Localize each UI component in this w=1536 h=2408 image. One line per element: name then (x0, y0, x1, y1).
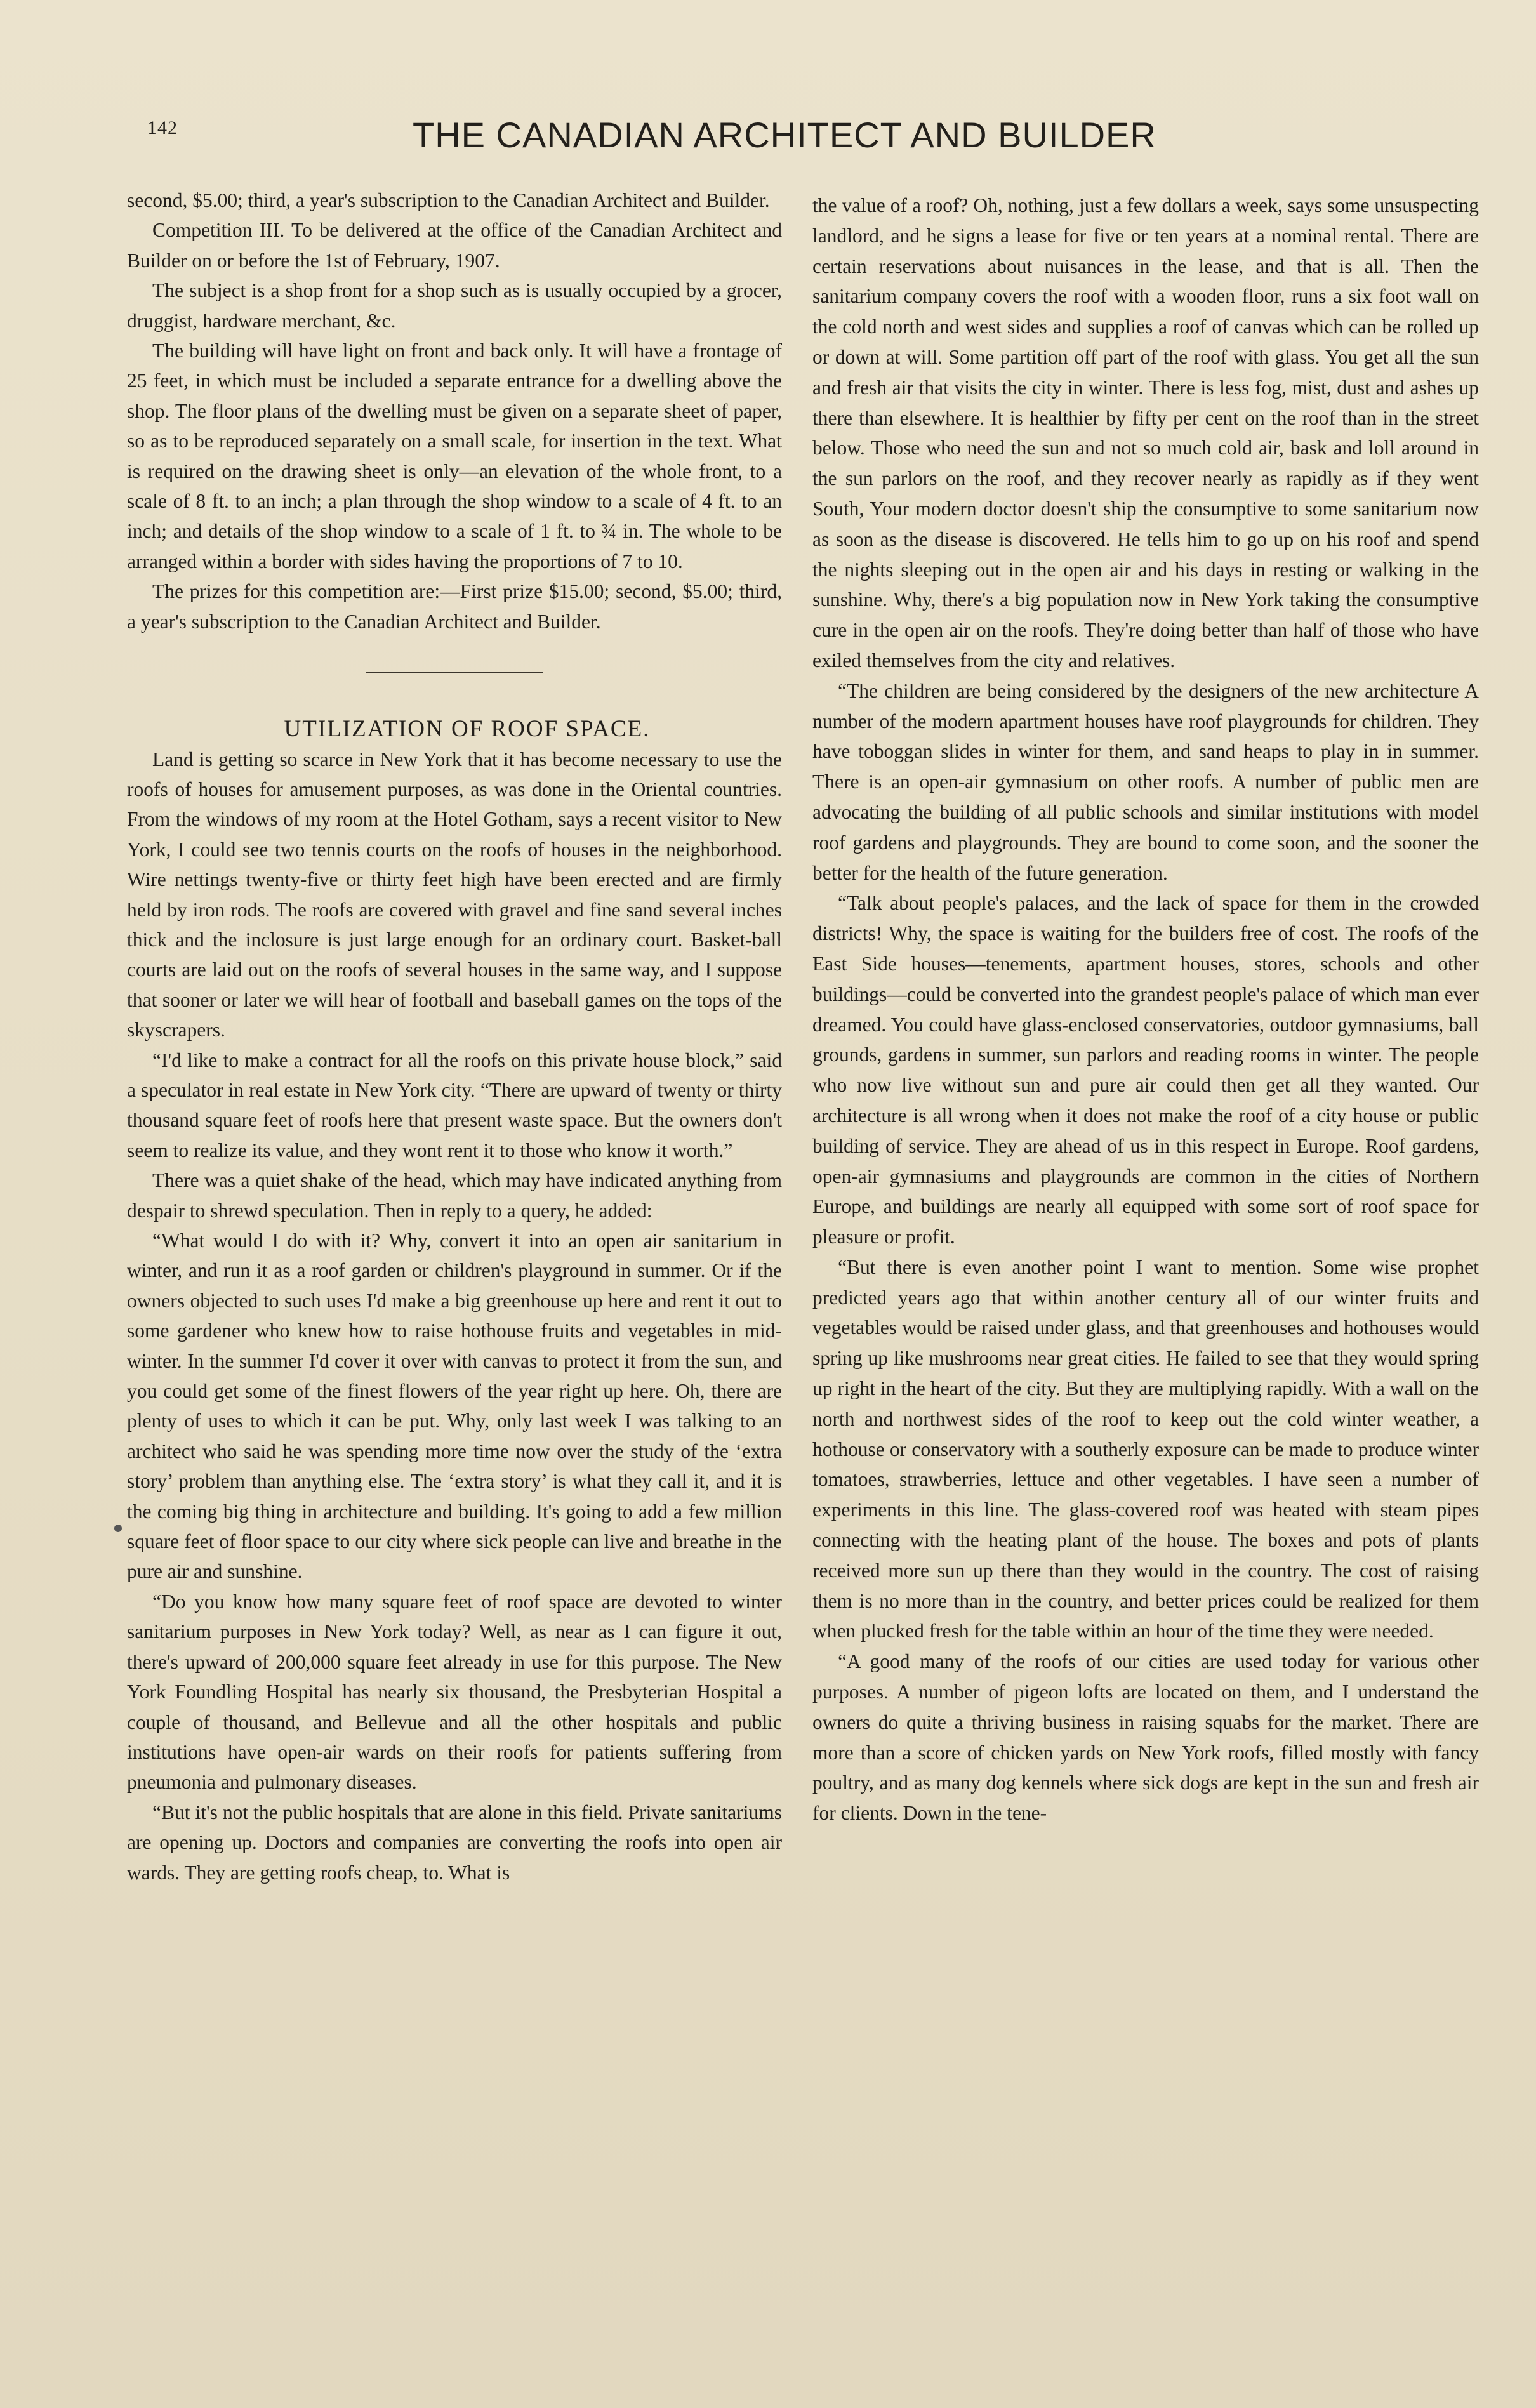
margin-mark (114, 1525, 122, 1532)
article-paragraph: the value of a roof? Oh, nothing, just a few dollars a week, says some unsuspecting landlord, and he signs a lease for five or ten years at a nominal rental. There are certain reservations about nuisances in the lease, and that is all. Then the sanitarium company covers the roof with a wooden floor, runs a six foot wall on the cold north and west sides and supplies a roof of canvas which can be rolled up or down at will. Some partition off part of the roof with glass. You get all the sun and fresh air that visits the city in winter. There is less fog, mist, dust and ashes up there than elsewhere. It is healthier by fifty per cent on the roof than in the street below. Those who need the sun and not so much cold air, bask and loll around in the sun parlors on the roof, and they recover nearly as rapidly as if they went South, Your modern doctor doesn't ship the consumptive to some sanitarium now as soon as the disease is discovered. He tells him to go up on his roof and spend the nights sleeping out in the open air and his days in resting or walking in the sunshine. Why, there's a big population now in New York taking the consumptive cure in the open air on the roofs. They're doing better than half of those who have exiled themselves from the city and relatives. (812, 194, 1479, 671)
right-column (812, 190, 1479, 1829)
page-number: 142 (147, 117, 178, 138)
article-paragraph: “But it's not the public hospitals that are alone in this field. Private sanitariums are opening up. Doctors and companies are converting the roofs into open air wards. They are getting roofs cheap, to. What is (127, 1801, 782, 1884)
article-paragraph: “But there is even another point I want to mention. Some wise prophet predicted years ago that within another century all of our winter fruits and vegetables would be raised under glass, and that greenhouses and hothouses would spring up like mushrooms near great cities. He failed to see that they would spring up right in the heart of the city. But they are multiplying rapidly. With a wall on the north and northwest sides of the roof to keep out the cold winter weather, a hothouse or conservatory with a southerly exposure can be made to produce winter tomatoes, strawberries, lettuce and other vegetables. I have seen a number of experiments in this line. The glass-covered roof was heated with steam pipes connecting with the heating plant of the house. The boxes and pots of plants received more sun up there than they would in the country. The cost of raising them is no more than in the country, and better prices could be realized for them when plucked fresh for the table within an hour of the time they were needed. (812, 1255, 1479, 1643)
running-head: THE CANADIAN ARCHITECT AND BUILDER (413, 115, 1156, 155)
article-title: UTILIZATION OF ROOF SPACE. (284, 716, 651, 743)
competition-prize-tail: second, $5.00; third, a year's subscription to the Canadian Architect and Builder. (127, 189, 770, 211)
article-paragraph: “I'd like to make a contract for all the roofs on this private house block,” said a speculator in real estate in New York city. “There are upward of twenty or thirty thousand square feet of roofs here that present waste space. But the owners don't seem to realize its value, and they wont rent it to those who know it worth.” (127, 1049, 782, 1161)
left-column (127, 185, 782, 1888)
article-paragraph: “A good many of the roofs of our cities are used today for various other purposes. A number of pigeon lofts are located on them, and I understand the owners do quite a thriving business in raising squabs for the market. There are more than a score of chicken yards on New York roofs, filled mostly with fancy poultry, and as many dog kennels where sick dogs are kept in the sun and fresh air for clients. Down in the tene- (812, 1650, 1479, 1825)
section-divider (366, 672, 543, 673)
article-paragraph: “Talk about people's palaces, and the lack of space for them in the crowded districts! Why, the space is waiting for the builders free of cost. The roofs of the East Side houses—tenements, apartment houses, stores, schools and other buildings—could be converted into the grandest people's palace of which man ever dreamed. You could have glass-enclosed conservatories, outdoor gymnasiums, ball grounds, gardens in summer, sun parlors and reading rooms in winter. The people who now live without sun and pure air could then get all they wanted. Our architecture is all wrong when it does not make the roof of a city house or public building of service. They are ahead of us in this respect in Europe. Roof gardens, open-air gymnasiums and playgrounds are common in the cities of Northern Europe, and buildings are nearly all equipped with some sort of roof space for pleasure or profit. (812, 892, 1479, 1248)
article-paragraph: Land is getting so scarce in New York that it has become necessary to use the roofs of houses for amusement purposes, as was done in the Oriental countries. From the windows of my room at the Hotel Gotham, says a recent visitor to New York, I could see two tennis courts on the roofs of houses in the neighborhood. Wire nettings twenty-five or thirty feet high have been erected and are firmly held by iron rods. The roofs are covered with gravel and fine sand several inches thick and the inclosure is just large enough for an ordinary court. Basket-ball courts are laid out on the roofs of several houses in the same way, and I suppose that sooner or later we will hear of football and baseball games on the tops of the skyscrapers. (127, 748, 782, 1042)
competition-subject: The subject is a shop front for a shop such as is usually occupied by a grocer, druggist, hardware merchant, &c. (127, 279, 782, 332)
article-paragraph: “Do you know how many square feet of roof space are devoted to winter sanitarium purposes in New York today? Well, as near as I can figure it out, there's upward of 200,000 square feet already in use for this purpose. The New York Foundling Hospital has nearly six thousand, the Presbyterian Hospital a couple of thousand, and Bellevue and all the other hospitals and public institutions have open-air wards on their roofs for patients suffering from pneumonia and pulmonary diseases. (127, 1590, 782, 1794)
competition-iii-intro: Competition III. To be delivered at the office of the Canadian Architect and Builder on or before the 1st of February, 1907. (127, 219, 782, 272)
article-paragraph: “What would I do with it? Why, convert it into an open air sanitarium in winter, and run it as a roof garden or children's playground in summer. Or if the owners objected to such uses I'd make a big greenhouse up here and rent it out to some gardener who knew how to raise hothouse fruits and vegetables in mid-winter. In the summer I'd cover it over with canvas to protect it from the sun, and you could get some of the finest flowers of the year right up here. Oh, there are plenty of uses to which it can be put. Why, only last week I was talking to an architect who said he was spending more time now over the study of the ‘extra story’ problem than anything else. The ‘extra story’ is what they call it, and it is the coming big thing in architecture and building. It's going to add a few million square feet of floor space to our city where sick people can live and breathe in the pure air and sunshine. (127, 1229, 782, 1583)
competition-prizes: The prizes for this competition are:—First prize $15.00; second, $5.00; third, a year's subscription to the Canadian Architect and Builder. (127, 580, 782, 633)
competition-building-requirements: The building will have light on front and back only. It will have a frontage of 25 feet, in which must be included a separate entrance for a dwelling above the shop. The floor plans of the dwelling must be given on a separate sheet of paper, so as to be reproduced separately on a small scale, for insertion in the text. What is required on the drawing sheet is only—an elevation of the whole front, to a scale of 8 ft. to an inch; a plan through the shop window to a scale of 4 ft. to an inch; and details of the shop window to a scale of 1 ft. to ¾ in. The whole to be arranged within a border with sides having the proportions of 7 to 10. (127, 340, 782, 572)
article-paragraph: “The children are being considered by the designers of the new architecture A number of the modern apartment houses have roof playgrounds for children. They have toboggan slides in winter for them, and sand heaps to play in in summer. There is an open-air gymnasium on other roofs. A number of public men are advocating the building of all public schools and similar institutions with model roof gardens and playgrounds. They are bound to come soon, and the sooner the better for the health of the future generation. (812, 679, 1479, 884)
article-paragraph: There was a quiet shake of the head, which may have indicated anything from despair to shrewd speculation. Then in reply to a query, he added: (127, 1169, 782, 1222)
